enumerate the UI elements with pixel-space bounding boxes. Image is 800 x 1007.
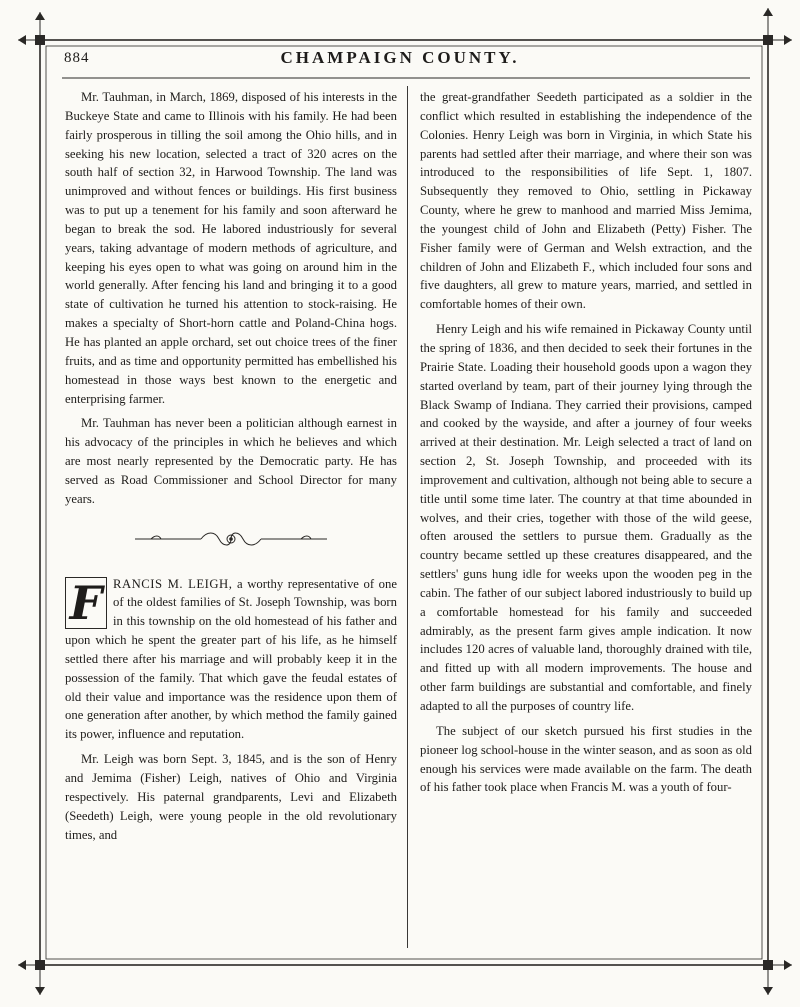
paragraph: The subject of our sketch pursued his first studies in the pioneer log school-house in the winter season, and as soon as old enough his services were made available on the farm. The death of his father took place when Francis M. was a youth of four- [420, 723, 752, 795]
paragraph: the great-grandfather Seedeth participated as a soldier in the conflict which resulted in establishing the independence of the Colonies. Henry Leigh was born in Virginia, in which State his parents had settled after their marriage, and where their son was introduced to the responsibilities of life Sept. 1, 1807. Subsequently they removed to Ohio, settling in Pickaway County, where he grew to manhood and married Miss Jemima, the youngest child of John and Elizabeth (Petty) Fisher. The Fisher family were of German and Welsh extraction, and the children of John and Elizabeth F., which included four sons and five daughters, all grew to mature years, married, and settled in comfortable homes of their own. [420, 90, 752, 312]
page-number: 884 [64, 50, 90, 66]
paragraph: Henry Leigh and his wife remained in Pickaway County until the spring of 1836, and then decided to seek their fortunes in the Prairie State. Loading their household goods upon a wagon they started overland by team, part of their journey lying through the Black Swamp of Indiana. They carried their provisions, camped and cooked by the wayside, and after a journey of four weeks arrived at their destination. Mr. Leigh selected a tract of land on section 2, St. Joseph Township, and proceeded with its improvement and cultivation, although not being able to secure a title until some time later. The country at that time abounded in wolves, and their cries, together with those of the wild geese, often aroused the settlers to pursue them. Gradually as the country became settled up these creatures disappeared, and the settlers' guns hung idle for weeks upon the wooden peg in the cabin. The father of our subject labored industriously to build up a comfortable homestead for his family and succeeded admirably, as the present farm gives ample indication. It now includes 120 acres of valuable land, thoroughly drained with tile, and fitted up with all modern improvements. The house and other farm buildings are substantial and comfortable, and finely adapted to all the purposes of country life. [420, 322, 752, 713]
biography-intro: a worthy representative of one of the oldest families of St. Joseph Township, was born in this township on the old homestead of his father and upon which he spent the greater part of his life, as he himself settled there after his marriage and will probably keep it in the possession of the family. That which gave the feudal estates of old their value and importance was the residence upon them of one generation after another, by which method the family gained its power, influence and reputation. [65, 576, 397, 742]
running-title: CHAMPAIGN COUNTY. [280, 48, 520, 67]
scroll-ornament-icon [131, 529, 331, 549]
column-divider [407, 86, 408, 948]
biography-name: RANCIS M. LEIGH, [113, 576, 233, 591]
right-column [420, 88, 752, 803]
paragraph [65, 575, 397, 745]
paragraph: Mr. Leigh was born Sept. 3, 1845, and is the son of Henry and Jemima (Fisher) Leigh, natives of Ohio and Virginia respectively. His paternal grandparents, Levi and Elizabeth (Seedeth) Leigh, were young people in the old revolutionary times, and [65, 752, 397, 842]
paragraph: Mr. Tauhman has never been a politician although earnest in his advocacy of the principles in which he believes and which are most nearly represented by the Democratic party. He has served as Road Commissioner and School Director for many years. [65, 416, 397, 506]
paragraph: Mr. Tauhman, in March, 1869, disposed of his interests in the Buckeye State and came to Illinois with his family. He had been fairly prosperous in tilling the soil among the Ohio hills, and in seeking his new location, selected a tract of 320 acres on the south half of section 32, in Harwood Township. The land was unimproved and without fences or buildings. His first business was to put up a tenement for his family and soon afterward he began to break the sod. He labored industriously for several years, taking advantage of modern methods of agriculture, and keeping his eyes open to what was going on around him in the world generally. After fencing his land and bringing it to a good state of cultivation he turned his attention to stock-raising. He makes a specialty of Short-horn cattle and Poland-China hogs. He has planted an apple orchard, set out choice trees of the finer fruits, and as time and opportunity permitted has embellished his homestead in those ways best known to the energetic and enterprising farmer. [65, 90, 397, 406]
biography-francis-leigh [65, 575, 397, 845]
drop-cap-letter: F [65, 577, 107, 629]
left-column [65, 88, 397, 850]
